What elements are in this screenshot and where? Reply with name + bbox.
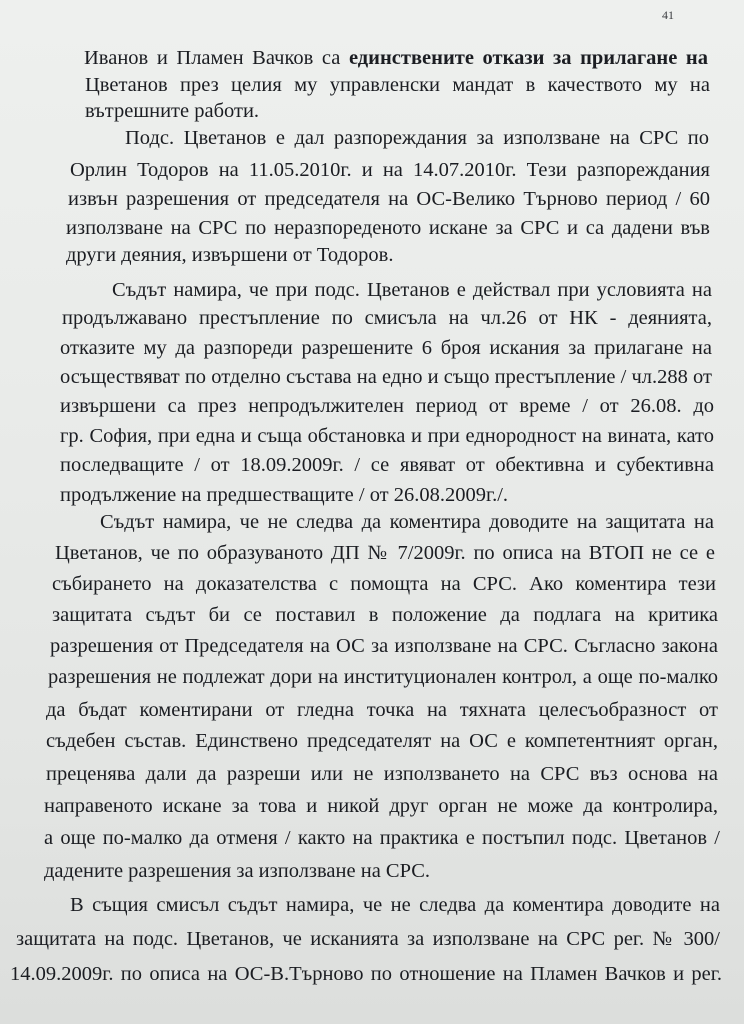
text-line: последващите / от 18.09.2009г. / се явяват от обективна и субективна — [60, 454, 714, 476]
text-line: продължение на предшестващите / от 26.08.2009г./. — [60, 484, 509, 506]
text-line: осъществяват по отделно състава на едно и също престъпление / чл.288 от — [60, 366, 712, 388]
text-line: извършени са през непродължителен период от време / от 26.08. до — [60, 395, 714, 417]
text-line: продължавано престъпление по смисъла на чл.26 от НК - деянията, — [62, 307, 712, 329]
text-line: разрешения от Председателя на ОС за използване на СРС. Съгласно закона — [50, 635, 718, 657]
text-line: направеното искане за това и никой друг орган не може да контролира, — [44, 795, 718, 817]
text-line: събирането на доказателства с помощта на СРС. Ако коментира тези — [52, 573, 716, 595]
text-line: а още по-малко да отменя / както на практика е постъпил подс. Цветанов / — [44, 827, 720, 849]
text-line: Съдът намира, че при подс. Цветанов е действал при условията на — [112, 279, 712, 301]
text-line: вътрешните работи. — [85, 100, 260, 122]
text-line: защитата на подс. Цветанов, че исканията за използване на СРС рег. № 300/ — [16, 928, 720, 950]
text-span: Иванов и Пламен Вачков са — [84, 47, 349, 69]
text-line: съдебен състав. Единствено председателят на ОС е компетентният орган, — [46, 730, 718, 752]
page-number: 41 — [662, 8, 674, 22]
text-line: В същия смисъл съдът намира, че не следва да коментира доводите на — [70, 894, 720, 916]
text-line: Орлин Тодоров на 11.05.2010г. и на 14.07.2010г. Тези разпореждания — [70, 159, 710, 181]
text-line: други деяния, извършени от Тодоров. — [66, 244, 394, 266]
bold-text: единствените откази за прилагане на — [348, 47, 708, 69]
text-line: Съдът намира, че не следва да коментира доводите на защитата на — [100, 511, 714, 533]
text-line: дадените разрешения за използване на СРС. — [44, 860, 431, 882]
text-line: гр. София, при една и съща обстановка и при еднородност на вината, като — [60, 425, 714, 447]
text-line: Цветанов през целия му управленски мандат в качеството му на — [85, 74, 710, 96]
text-line: разрешения не подлежат дори на институционален контрол, а още по-малко — [48, 666, 718, 688]
text-line: защитата съдът би се поставил в положение да подлага на критика — [52, 604, 718, 626]
text-line: преценява дали да разреши или не използването на СРС въз основа на — [46, 763, 718, 785]
text-line: извън разрешения от председателя на ОС-Велико Търново период / 60 — [68, 188, 710, 210]
text-line: използване на СРС по неразпореденото искане за СРС и са дадени във — [66, 217, 710, 239]
text-line: Цветанов, че по образуваното ДП № 7/2009г. по описа на ВТОП не се е — [55, 542, 715, 564]
text-line: отказите му да разпореди разрешените 6 броя искания за прилагане на — [60, 337, 712, 359]
text-line: да бъдат коментирани от гледна точка на тяхната целесъобразност от — [46, 699, 718, 721]
text-line: 14.09.2009г. по описа на ОС-В.Търново по отношение на Пламен Вачков и рег. — [10, 963, 722, 985]
text-line: Подс. Цветанов е дал разпореждания за използване на СРС по — [125, 127, 709, 149]
